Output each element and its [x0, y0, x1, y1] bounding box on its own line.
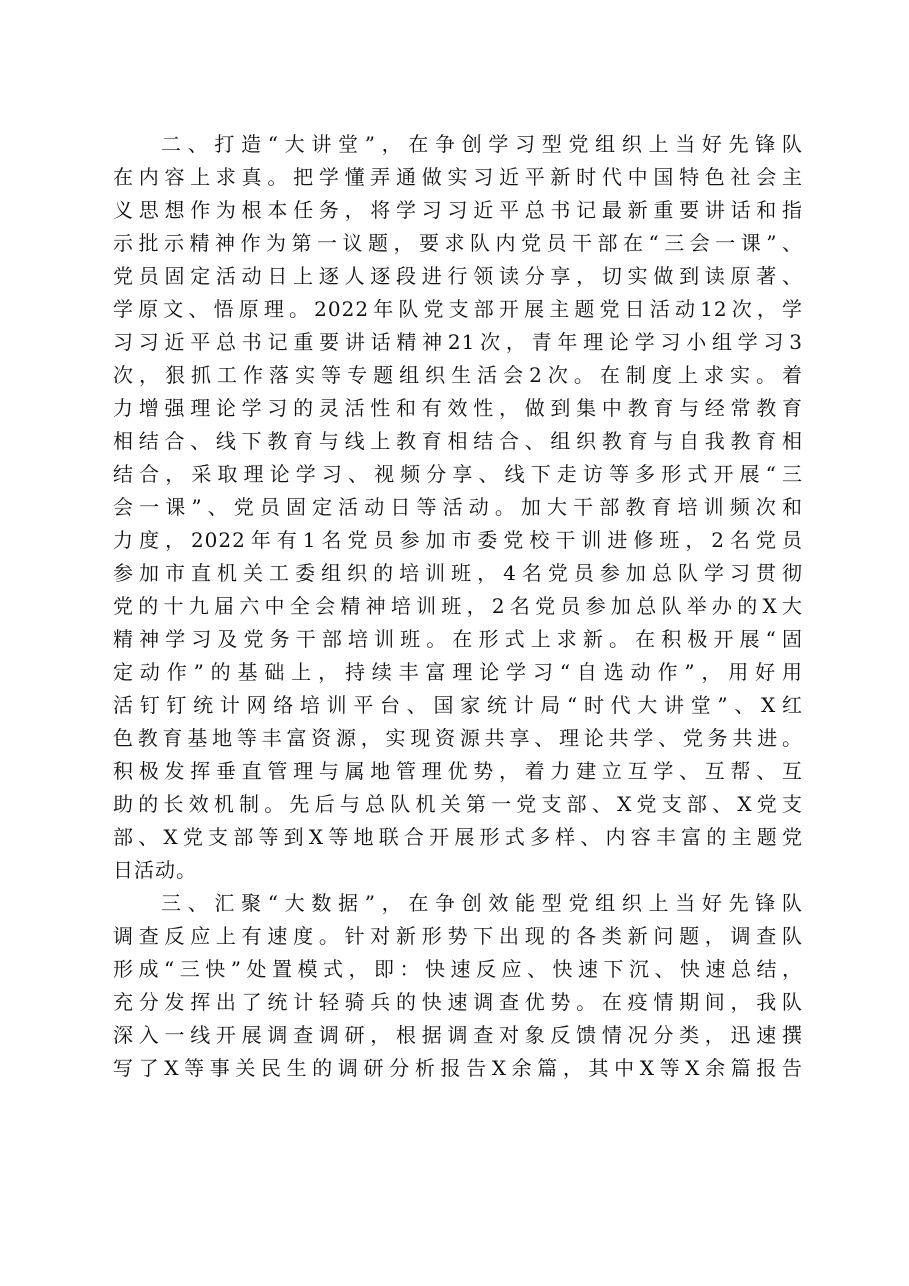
text-line: 积极发挥垂直管理与属地管理优势，着力建立互学、互帮、互: [113, 759, 803, 783]
text-line: 精神学习及党务干部培训班。在形式上求新。在积极开展“固: [113, 627, 803, 651]
text-line: 力度，2022年有1名党员参加市委党校干训进修班，2名党员: [113, 528, 803, 552]
paragraph-section-2: [113, 128, 803, 887]
text-line: 活钉钉统计网络培训平台、国家统计局“时代大讲堂”、X红: [113, 693, 803, 717]
text-line: 参加市直机关工委组织的培训班，4名党员参加总队学习贯彻: [113, 561, 803, 585]
text-line: 结合，采取理论学习、视频分享、线下走访等多形式开展“三: [113, 462, 803, 486]
text-line: 色教育基地等丰富资源，实现资源共享、理论共学、党务共进。: [113, 726, 803, 750]
text-line: 会一课”、党员固定活动日等活动。加大干部教育培训频次和: [113, 495, 803, 519]
text-line: 党员固定活动日上逐人逐段进行领读分享，切实做到读原著、: [113, 264, 803, 288]
text-line: 调查反应上有速度。针对新形势下出现的各类新问题，调查队: [113, 924, 803, 948]
text-line: 学原文、悟原理。2022年队党支部开展主题党日活动12次，学: [113, 297, 803, 321]
text-line: 相结合、线下教育与线上教育相结合、组织教育与自我教育相: [113, 429, 803, 453]
text-line: 深入一线开展调查调研，根据调查对象反馈情况分类，迅速撰: [113, 1023, 803, 1047]
text-line: 党的十九届六中全会精神培训班，2名党员参加总队举办的X大: [113, 594, 803, 618]
text-line: 习习近平总书记重要讲话精神21次，青年理论学习小组学习3: [113, 330, 803, 354]
text-line: 在内容上求真。把学懂弄通做实习近平新时代中国特色社会主: [113, 165, 803, 189]
paragraph-section-3: [113, 887, 803, 1085]
text-line: 示批示精神作为第一议题，要求队内党员干部在“三会一课”、: [113, 231, 803, 255]
document-body: [113, 128, 803, 1085]
text-line: 写了X等事关民生的调研分析报告X余篇，其中X等X余篇报告: [113, 1056, 803, 1080]
text-line: 定动作”的基础上，持续丰富理论学习“自选动作”，用好用: [113, 660, 803, 684]
text-line: 形成“三快”处置模式，即：快速反应、快速下沉、快速总结，: [113, 957, 803, 981]
text-line: 助的长效机制。先后与总队机关第一党支部、X党支部、X党支: [113, 792, 803, 816]
text-line: 义思想作为根本任务，将学习习近平总书记最新重要讲话和指: [113, 198, 803, 222]
text-line: 力增强理论学习的灵活性和有效性，做到集中教育与经常教育: [113, 396, 803, 420]
section-2-heading-line: 二、打造“大讲堂”，在争创学习型党组织上当好先锋队: [161, 132, 803, 156]
text-line: 次，狠抓工作落实等专题组织生活会2次。在制度上求实。着: [113, 363, 803, 387]
text-line: 部、X党支部等到X等地联合开展形式多样、内容丰富的主题党: [113, 825, 803, 849]
text-line: 充分发挥出了统计轻骑兵的快速调查优势。在疫情期间，我队: [113, 990, 803, 1014]
text-line: 日活动。: [113, 858, 197, 882]
section-3-heading-line: 三、汇聚“大数据”，在争创效能型党组织上当好先锋队: [161, 891, 803, 915]
